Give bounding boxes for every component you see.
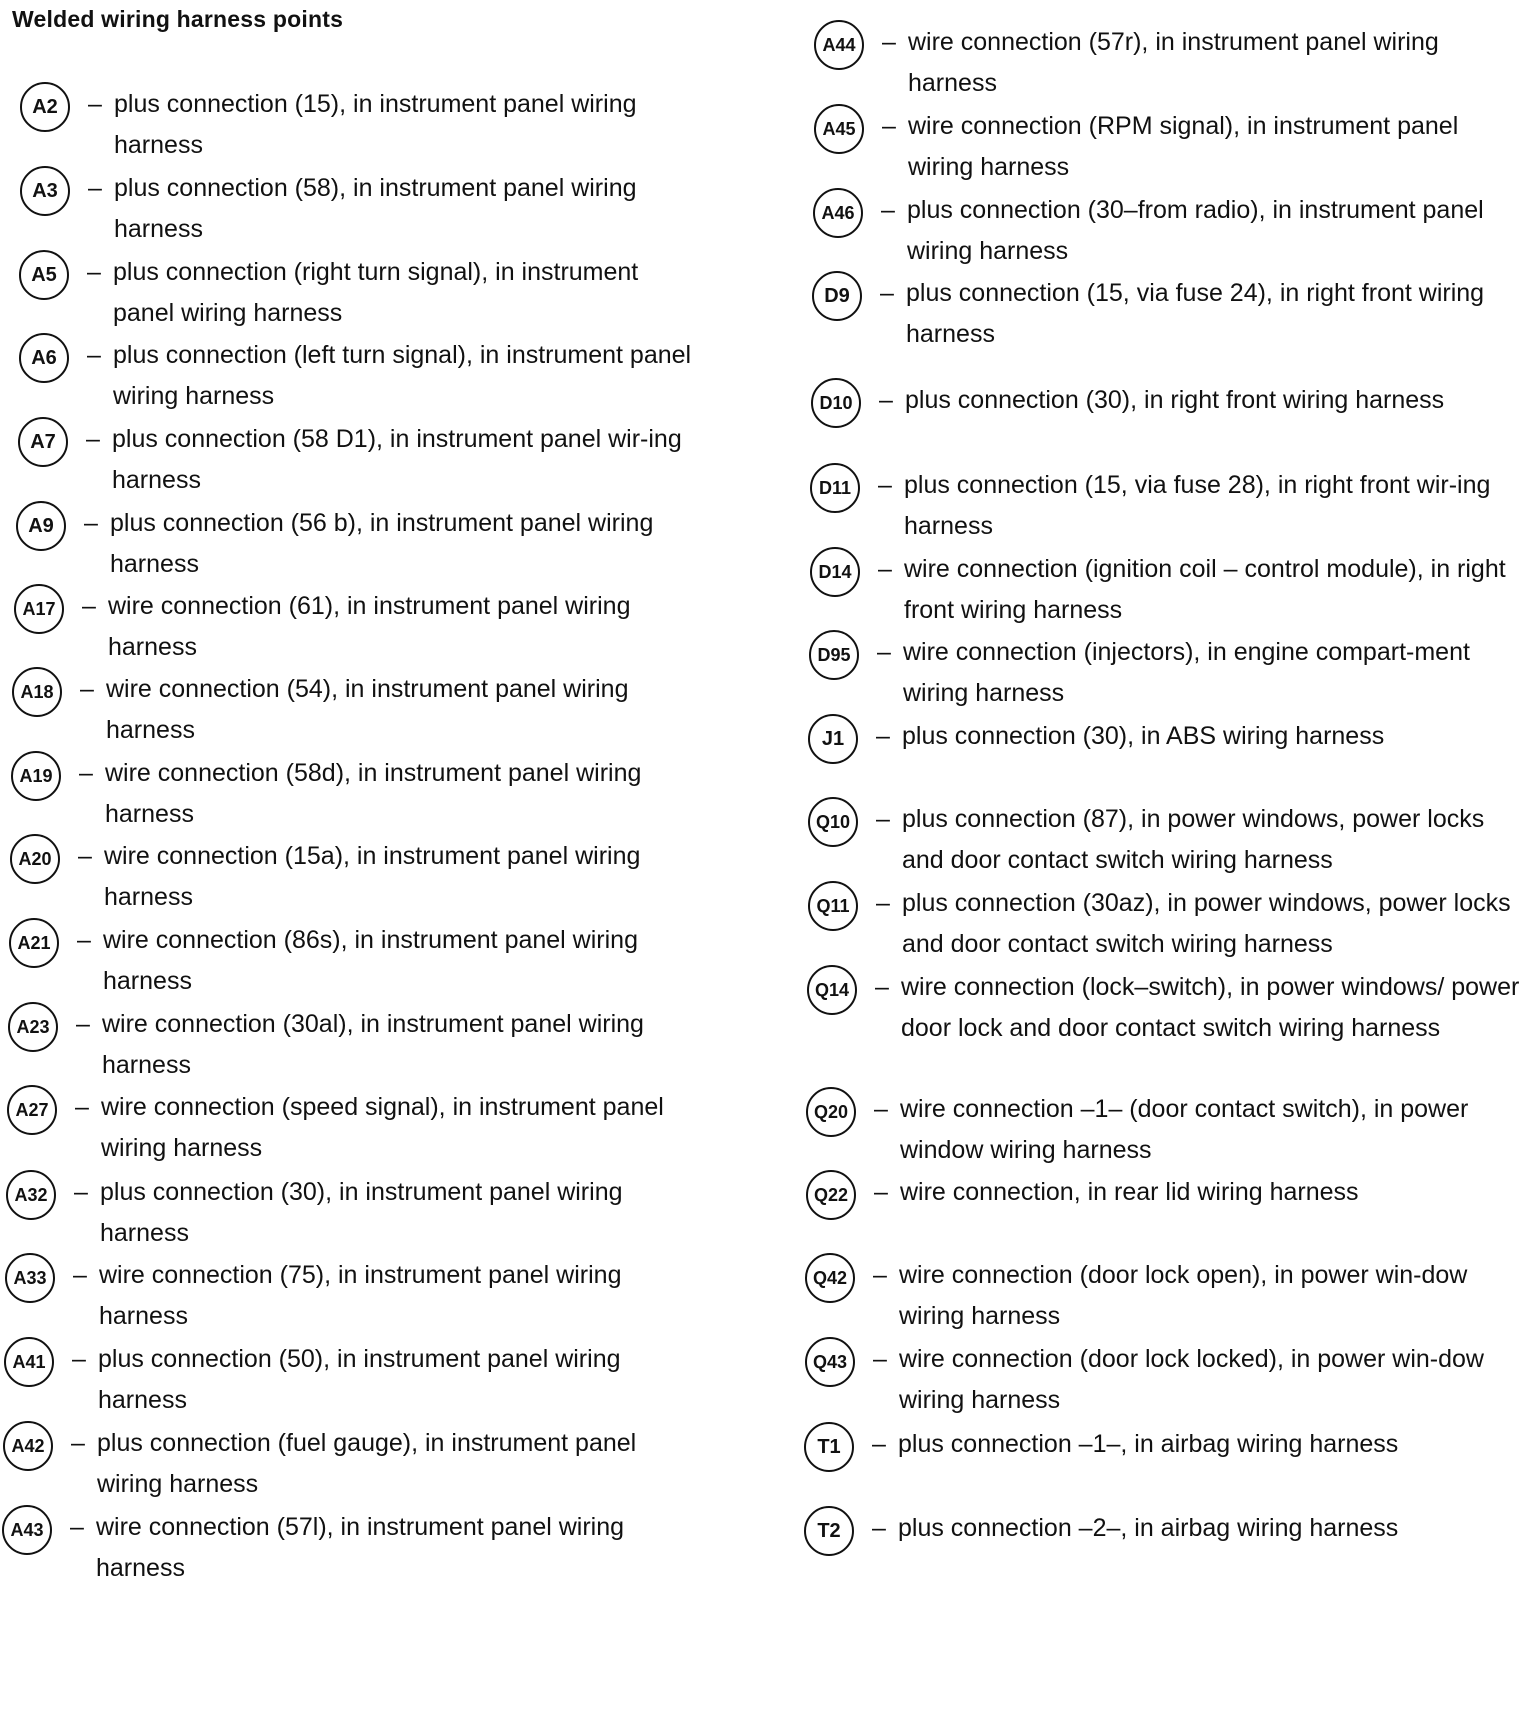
dash-separator: –: [73, 1261, 87, 1289]
dash-separator: –: [874, 1095, 888, 1123]
dash-separator: –: [878, 555, 892, 583]
dash-separator: –: [74, 1178, 88, 1206]
point-code-badge: A41: [4, 1337, 54, 1387]
point-code-badge: Q10: [808, 797, 858, 847]
dash-separator: –: [876, 889, 890, 917]
point-code-badge: A32: [6, 1170, 56, 1220]
point-description: wire connection (86s), in instrument panel wiring harness: [103, 926, 638, 995]
point-description: wire connection (54), in instrument panel wiring harness: [106, 675, 629, 744]
point-description: plus connection (30), in right front wiring harness: [905, 386, 1445, 414]
point-code-badge: Q20: [806, 1087, 856, 1137]
point-description: plus connection (right turn signal), in instrument panel wiring harness: [113, 258, 639, 327]
point-code-badge: A21: [9, 918, 59, 968]
dash-separator: –: [873, 1345, 887, 1373]
point-code-badge: A3: [20, 166, 70, 216]
point-description: plus connection (56 b), in instrument panel wiring harness: [110, 509, 654, 578]
point-code-badge: A5: [19, 250, 69, 300]
dash-separator: –: [877, 638, 891, 666]
point-code-badge: A17: [14, 584, 64, 634]
point-code-badge: J1: [808, 714, 858, 764]
dash-separator: –: [82, 592, 96, 620]
point-code-badge: Q14: [807, 965, 857, 1015]
point-description: wire connection (30al), in instrument panel wiring harness: [102, 1010, 644, 1079]
point-description: wire connection –1– (door contact switch), in power window wiring harness: [900, 1095, 1469, 1164]
point-code-badge: A18: [12, 667, 62, 717]
dash-separator: –: [872, 1430, 886, 1458]
point-description: plus connection (left turn signal), in instrument panel wiring harness: [113, 341, 692, 410]
point-code-badge: D10: [811, 378, 861, 428]
point-code-badge: A20: [10, 834, 60, 884]
point-code-badge: A42: [3, 1421, 53, 1471]
point-code-badge: A33: [5, 1253, 55, 1303]
dash-separator: –: [875, 973, 889, 1001]
point-description: plus connection (50), in instrument panel wiring harness: [98, 1345, 621, 1414]
dash-separator: –: [80, 675, 94, 703]
point-description: plus connection (30), in instrument panel wiring harness: [100, 1178, 623, 1247]
point-description: wire connection (75), in instrument panel wiring harness: [99, 1261, 622, 1330]
dash-separator: –: [878, 471, 892, 499]
point-code-badge: D14: [810, 547, 860, 597]
point-code-badge: A19: [11, 751, 61, 801]
point-code-badge: D9: [812, 271, 862, 321]
dash-separator: –: [72, 1345, 86, 1373]
dash-separator: –: [88, 90, 102, 118]
point-description: wire connection (57l), in instrument panel wiring harness: [96, 1513, 625, 1582]
point-description: plus connection (58 D1), in instrument panel wir-ing harness: [112, 425, 682, 494]
point-description: plus connection (30–from radio), in instrument panel wiring harness: [907, 196, 1484, 265]
point-description: wire connection (58d), in instrument panel wiring harness: [105, 759, 642, 828]
point-code-badge: A27: [7, 1085, 57, 1135]
dash-separator: –: [78, 842, 92, 870]
dash-separator: –: [86, 425, 100, 453]
point-code-badge: A43: [2, 1505, 52, 1555]
dash-separator: –: [87, 341, 101, 369]
dash-separator: –: [75, 1093, 89, 1121]
point-code-badge: Q11: [808, 881, 858, 931]
point-description: wire connection (door lock open), in power win-dow wiring harness: [899, 1261, 1468, 1330]
point-description: wire connection, in rear lid wiring harness: [900, 1178, 1359, 1206]
point-code-badge: T2: [804, 1506, 854, 1556]
point-code-badge: A46: [813, 188, 863, 238]
point-description: plus connection (30), in ABS wiring harness: [902, 722, 1385, 750]
point-description: wire connection (RPM signal), in instrument panel wiring harness: [908, 112, 1459, 181]
point-description: wire connection (15a), in instrument panel wiring harness: [104, 842, 641, 911]
dash-separator: –: [76, 1010, 90, 1038]
point-code-badge: A44: [814, 20, 864, 70]
point-code-badge: A7: [18, 417, 68, 467]
dash-separator: –: [880, 279, 894, 307]
point-code-badge: T1: [804, 1422, 854, 1472]
dash-separator: –: [71, 1429, 85, 1457]
dash-separator: –: [876, 805, 890, 833]
point-description: plus connection (15, via fuse 24), in right front wiring harness: [906, 279, 1485, 348]
dash-separator: –: [882, 112, 896, 140]
point-code-badge: A23: [8, 1002, 58, 1052]
point-description: plus connection (87), in power windows, power locks and door contact switch wiring harness: [902, 805, 1485, 874]
dash-separator: –: [77, 926, 91, 954]
point-code-badge: A2: [20, 82, 70, 132]
point-description: wire connection (lock–switch), in power windows/ power door lock and door contact switch wiring harness: [901, 973, 1520, 1042]
point-code-badge: Q43: [805, 1337, 855, 1387]
point-code-badge: A6: [19, 333, 69, 383]
point-description: plus connection (fuel gauge), in instrument panel wiring harness: [97, 1429, 637, 1498]
point-description: wire connection (61), in instrument panel wiring harness: [108, 592, 631, 661]
point-description: plus connection (15, via fuse 28), in right front wir-ing harness: [904, 471, 1491, 540]
point-code-badge: Q42: [805, 1253, 855, 1303]
dash-separator: –: [874, 1178, 888, 1206]
point-code-badge: D11: [810, 463, 860, 513]
point-description: plus connection –1–, in airbag wiring harness: [898, 1430, 1399, 1458]
dash-separator: –: [876, 722, 890, 750]
point-description: wire connection (door lock locked), in power win-dow wiring harness: [899, 1345, 1484, 1414]
point-code-badge: A45: [814, 104, 864, 154]
point-description: plus connection (15), in instrument panel wiring harness: [114, 90, 637, 159]
dash-separator: –: [84, 509, 98, 537]
dash-separator: –: [79, 759, 93, 787]
point-description: wire connection (57r), in instrument panel wiring harness: [908, 28, 1439, 97]
dash-separator: –: [87, 258, 101, 286]
point-description: wire connection (speed signal), in instrument panel wiring harness: [101, 1093, 664, 1162]
dash-separator: –: [88, 174, 102, 202]
point-code-badge: D95: [809, 630, 859, 680]
point-description: wire connection (injectors), in engine compart-ment wiring harness: [903, 638, 1470, 707]
point-description: plus connection (58), in instrument panel wiring harness: [114, 174, 637, 243]
point-description: plus connection –2–, in airbag wiring harness: [898, 1514, 1399, 1542]
page-title: Welded wiring harness points: [12, 6, 344, 32]
dash-separator: –: [872, 1514, 886, 1542]
point-code-badge: Q22: [806, 1170, 856, 1220]
dash-separator: –: [70, 1513, 84, 1541]
point-description: wire connection (ignition coil – control module), in right front wiring harness: [904, 555, 1506, 624]
dash-separator: –: [879, 386, 893, 414]
point-code-badge: A9: [16, 501, 66, 551]
dash-separator: –: [873, 1261, 887, 1289]
dash-separator: –: [881, 196, 895, 224]
dash-separator: –: [882, 28, 896, 56]
point-description: plus connection (30az), in power windows, power locks and door contact switch wiring harness: [902, 889, 1511, 958]
